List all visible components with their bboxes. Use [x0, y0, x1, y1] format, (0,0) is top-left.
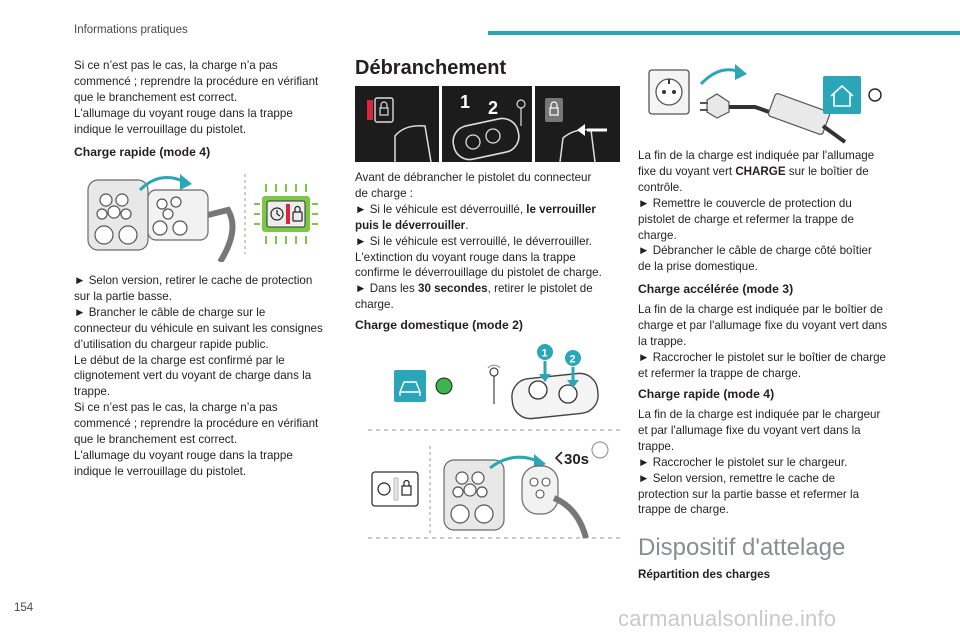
col3-subheading-repartition: Répartition des charges — [638, 568, 771, 581]
heading-dispositif-attelage: Dispositif d'attelage — [638, 534, 846, 561]
col1-subheading-charge-rapide: Charge rapide (mode 4) — [74, 145, 211, 159]
domestic-plug-figure — [645, 62, 895, 144]
key-step-1-label: 1 — [460, 92, 471, 112]
unplug-sequence-figure — [355, 86, 620, 162]
home-charging-figure — [368, 338, 620, 548]
fob-step-2-label: 2 — [569, 353, 576, 366]
col3-subheading-charge-rapide: Charge rapide (mode 4) — [638, 387, 775, 401]
fast-charge-connector-figure — [80, 170, 320, 262]
col1-paragraph-2: ► Selon version, retirer le cache de protection sur la partie basse. ► Brancher le câble de charge sur le connecteur du véhicule en suivant les consignes d’utilisation du chargeur rapide public. Le début de la charge est confirmé par le clignotement vert du voyant de charge dans la trappe. Si ce n’est pas le cas, la charge n’a pas commencé ; reprendre la procédure en vérifiant que le branchement est correct. L'allumage du voyant rouge dans la trappe indique le verrouillage du pistolet. — [74, 274, 323, 478]
key-step-2-label: 2 — [488, 98, 499, 118]
col2-paragraph-1: Avant de débrancher le pistolet du connecteur de charge : ► Si le véhicule est déverrouillé, le verrouiller puis le déverrouiller. ► Si le véhicule est verrouillé, le déverrouiller. L'extinction du voyant rouge dans la trappe confirme le déverrouillage du pistolet de charge. ► Dans les 30 secondes, retirer le pistolet de charge. — [355, 171, 602, 312]
col3-paragraph-3: La fin de la charge est indiquée par le chargeur et par l'allumage fixe du voyant vert dans la trappe. ► Raccrocher le pistolet sur le chargeur. ► Selon version, remettre le cache de protection sur la partie basse et refermer la trappe de charge. — [638, 408, 881, 517]
col3-paragraph-2: La fin de la charge est indiquée par le boîtier de charge et par l'allumage fixe du voyant vert dans la trappe. ► Raccrocher le pistolet sur le boîtier de charge et refermer la trappe de charge. — [638, 303, 888, 380]
col3-paragraph-1: La fin de la charge est indiquée par l'allumage fixe du voyant vert CHARGE sur le boîtier de contrôle. ► Remettre le couvercle de protection du pistolet de charge et refermer la trappe de charge. ► Débrancher le câble de charge côté boîtier de la prise domestique. — [638, 149, 875, 274]
header-accent-bar — [488, 31, 960, 35]
col2-subheading-charge-domestique: Charge domestique (mode 2) — [355, 318, 523, 332]
watermark: carmanualsonline.info — [618, 606, 837, 631]
timer-30s-label: 30s — [564, 451, 590, 468]
heading-debranchement: Débranchement — [355, 57, 507, 79]
col3-subheading-charge-acceleree: Charge accélérée (mode 3) — [638, 282, 794, 296]
page-number: 154 — [14, 602, 34, 614]
running-header: Informations pratiques — [74, 24, 188, 36]
fob-step-1-label: 1 — [541, 347, 548, 360]
col1-paragraph-1: Si ce n’est pas le cas, la charge n’a pas commencé ; reprendre la procédure en vérifiant que le branchement est correct. L'allumage du voyant rouge dans la trappe indique le verrouillage du pistolet. — [74, 59, 319, 136]
